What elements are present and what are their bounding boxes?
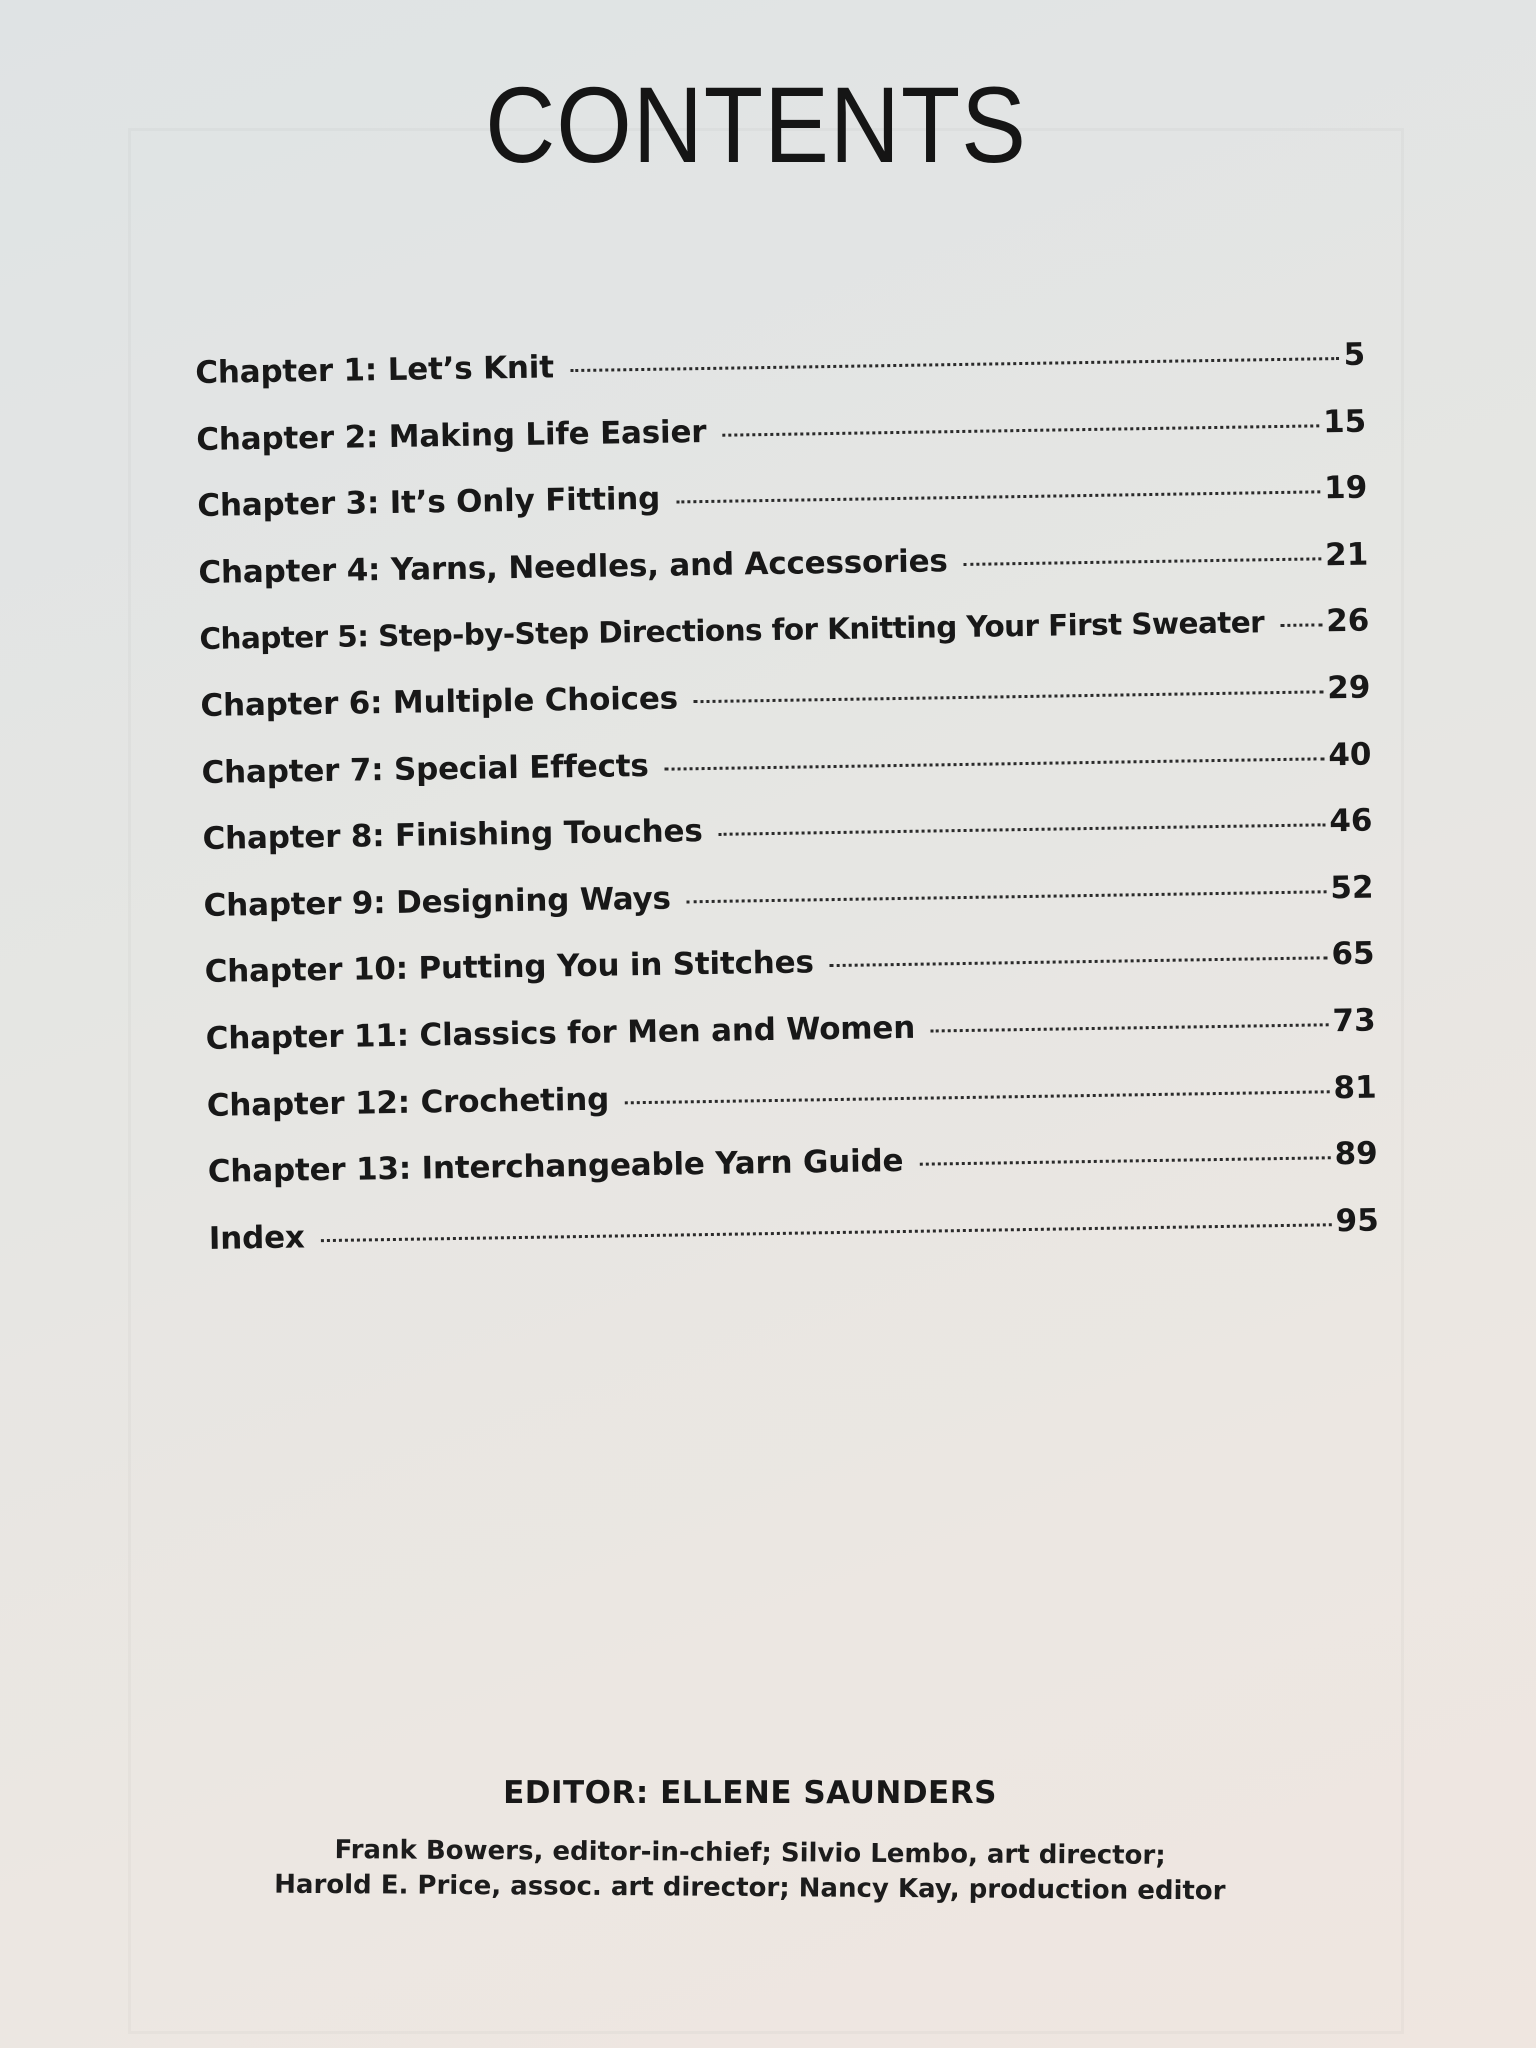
staff-credits-line: Frank Bowers, editor-in-chief; Silvio Lembo, art director; [334,1835,1166,1871]
dot-leader [625,1090,1330,1104]
toc-entry-page: 29 [1326,669,1371,707]
dot-leader [570,357,1340,372]
toc-entry-page: 15 [1322,403,1367,440]
editor-credit: EDITOR: ELLENE SAUNDERS [503,1775,997,1811]
toc-entry-page: 19 [1323,469,1368,507]
toc-entry-page: 52 [1330,869,1374,906]
toc-entry-label: Chapter 8: Finishing Touches [202,813,703,858]
toc-entry-label: Chapter 2: Making Life Easier [196,413,707,458]
toc-entry-page: 40 [1327,736,1372,773]
staff-credits-line: Harold E. Price, assoc. art director; Nancy Kay, production editor [274,1869,1226,1907]
table-of-contents [195,337,1379,1288]
toc-entry-label: Chapter 7: Special Effects [201,747,649,791]
dot-leader [687,890,1327,903]
toc-entry-label: Chapter 10: Putting You in Stitches [204,944,814,991]
dot-leader [665,757,1325,770]
toc-entry-label: Chapter 9: Designing Ways [203,880,671,924]
toc-entry-page: 21 [1324,536,1369,574]
toc-entry-label: Chapter 1: Let’s Knit [195,349,555,391]
toc-entry-label: Chapter 5: Step-by-Step Directions for Knitting Your First Sweater [199,605,1265,657]
dot-leader [830,957,1328,968]
dot-leader [676,491,1320,504]
toc-entry-label: Chapter 11: Classics for Men and Women [205,1009,916,1057]
page-title: CONTENTS [485,64,1027,185]
toc-entry-label: Chapter 13: Interchangeable Yarn Guide [207,1143,904,1191]
toc-entry-label: Index [208,1219,305,1257]
toc-entry-label: Chapter 4: Yarns, Needles, and Accessories [198,542,948,591]
toc-entry-page: 73 [1332,1002,1376,1040]
toc-entry-page: 26 [1325,602,1370,640]
dot-leader [722,424,1319,436]
toc-entry-label: Chapter 3: It’s Only Fitting [197,480,661,525]
dot-leader [919,1156,1330,1165]
toc-entry-page: 65 [1331,935,1375,973]
dot-leader [694,690,1323,703]
toc-entry-label: Chapter 12: Crocheting [206,1081,610,1124]
toc-entry-label: Chapter 6: Multiple Choices [200,680,679,724]
toc-entry-page: 89 [1334,1135,1378,1173]
dot-leader [931,1023,1328,1032]
toc-entry-page: 5 [1343,336,1366,373]
dot-leader [719,823,1326,836]
staff-credits [0,1831,1518,1912]
dot-leader [964,557,1322,566]
dot-leader [1280,624,1322,628]
toc-entry-page: 46 [1329,802,1373,840]
dot-leader [321,1223,1332,1242]
toc-entry-page: 81 [1333,1069,1377,1106]
toc-entry-page: 95 [1335,1202,1380,1239]
